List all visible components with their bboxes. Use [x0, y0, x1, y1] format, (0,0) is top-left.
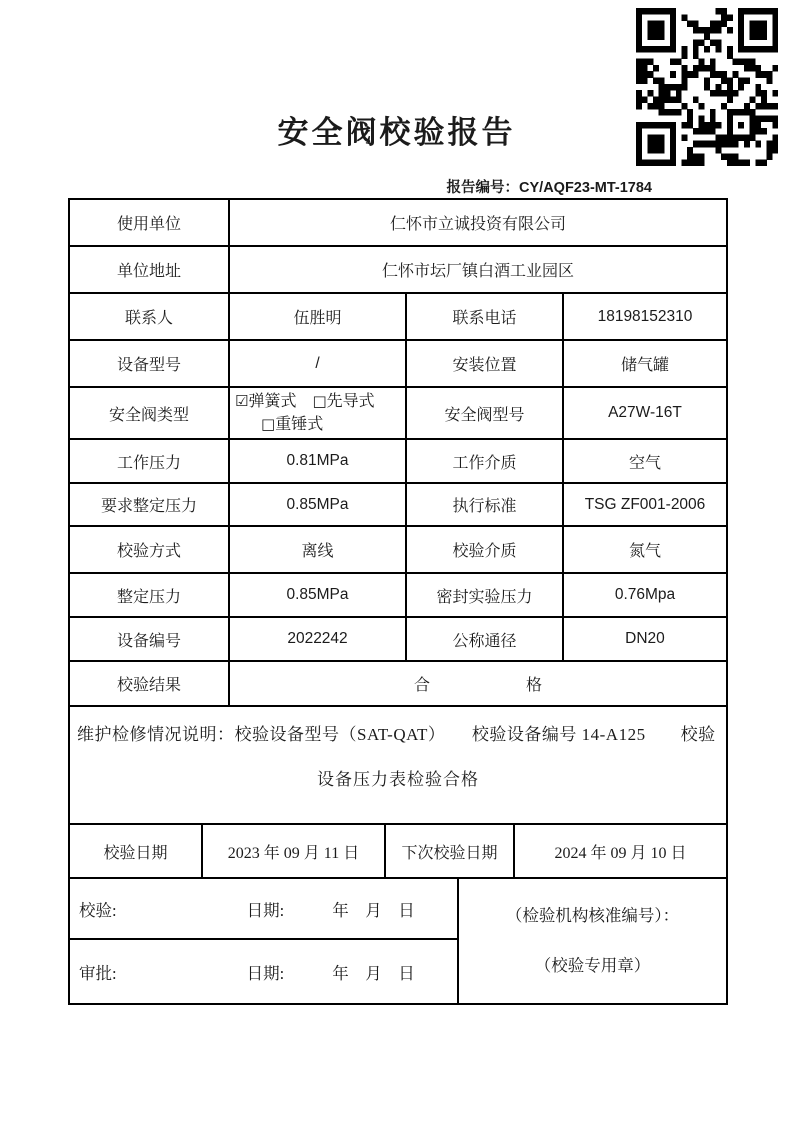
agency-approval-no: （检验机构核准编号）： [505, 906, 680, 925]
report-number-label: 报告编号： [446, 180, 520, 196]
valve-option-weight: 重锤式 [275, 416, 324, 433]
install-location-value: 储气罐 [563, 340, 727, 387]
info-table [68, 198, 728, 825]
page-title: 安全阀校验报告 [277, 115, 516, 150]
device-model-value: / [229, 340, 406, 387]
checkbox-checked-icon: ☑ [235, 392, 249, 410]
calibration-stamp: （校验专用章） [534, 956, 651, 975]
user-unit-label: 使用单位 [69, 199, 229, 246]
verifier-line [70, 897, 457, 921]
working-medium-label: 工作介质 [406, 439, 563, 483]
calibration-medium-value: 氮气 [563, 526, 727, 573]
approver-label: 审批: [79, 963, 117, 983]
table-row [69, 293, 727, 340]
signatures-table [68, 877, 728, 1005]
approver-ymd: 年 月 日 [332, 963, 415, 983]
approver-signature-cell [69, 939, 458, 1004]
device-no-value: 2022242 [229, 617, 406, 661]
calibration-date-value: 2023 年 09 月 11 日 [202, 824, 385, 878]
qr-code-icon [636, 8, 778, 166]
maintenance-line1: 维护检修情况说明：校验设备型号（SAT-QAT） 校验设备编号 14-A125 校验 [77, 725, 716, 744]
standard-value: TSG ZF001-2006 [563, 483, 727, 526]
contact-value: 伍胜明 [229, 293, 406, 340]
user-unit-value: 仁怀市立诚投资有限公司 [229, 199, 727, 246]
valve-type-options [229, 387, 406, 439]
seal-test-pressure-value: 0.76Mpa [563, 573, 727, 617]
table-row [69, 483, 727, 526]
approver-date-label: 日期: [246, 963, 285, 983]
seal-test-pressure-label: 密封实验压力 [406, 573, 563, 617]
valve-type-label: 安全阀类型 [69, 387, 229, 439]
calibration-method-label: 校验方式 [69, 526, 229, 573]
checkbox-unchecked-icon: □ [312, 392, 327, 410]
table-row [69, 617, 727, 661]
device-model-label: 设备型号 [69, 340, 229, 387]
phone-label: 联系电话 [406, 293, 563, 340]
next-date-value: 2024 年 09 月 10 日 [514, 824, 727, 878]
valve-model-label: 安全阀型号 [406, 387, 563, 439]
verifier-ymd: 年 月 日 [332, 900, 415, 920]
required-set-pressure-label: 要求整定压力 [69, 483, 229, 526]
maintenance-line2: 设备压力表检验合格 [317, 770, 479, 789]
table-row [69, 246, 727, 293]
approver-line [70, 960, 457, 984]
working-medium-value: 空气 [563, 439, 727, 483]
result-value: 合 格 [229, 661, 727, 706]
unit-address-label: 单位地址 [69, 246, 229, 293]
table-row [69, 526, 727, 573]
calibration-date-label: 校验日期 [69, 824, 202, 878]
verifier-date-label: 日期: [246, 900, 285, 920]
table-row [69, 661, 727, 706]
table-row [69, 878, 727, 939]
table-row [69, 439, 727, 483]
standard-label: 执行标准 [406, 483, 563, 526]
table-row [69, 199, 727, 246]
valve-option-pilot: 先导式 [326, 393, 375, 410]
maintenance-note [69, 706, 727, 824]
next-date-label: 下次校验日期 [385, 824, 514, 878]
calibration-medium-label: 校验介质 [406, 526, 563, 573]
set-pressure-label: 整定压力 [69, 573, 229, 617]
dates-table [68, 823, 728, 879]
nominal-diameter-value: DN20 [563, 617, 727, 661]
valve-type-line1 [235, 390, 403, 413]
result-label: 校验结果 [69, 661, 229, 706]
table-row [69, 340, 727, 387]
valve-option-spring: 弹簧式 [248, 393, 297, 410]
agency-stamp-cell [458, 878, 727, 1004]
unit-address-value: 仁怀市坛厂镇白酒工业园区 [229, 246, 727, 293]
working-pressure-value: 0.81MPa [229, 439, 406, 483]
valve-model-value: A27W-16T [563, 387, 727, 439]
table-row [69, 824, 727, 878]
nominal-diameter-label: 公称通径 [406, 617, 563, 661]
required-set-pressure-value: 0.85MPa [229, 483, 406, 526]
device-no-label: 设备编号 [69, 617, 229, 661]
install-location-label: 安装位置 [406, 340, 563, 387]
report-number-value: CY/AQF23-MT-1784 [519, 180, 652, 196]
verifier-signature-cell [69, 878, 458, 939]
agency-stamp-inner [459, 905, 726, 977]
calibration-method-value: 离线 [229, 526, 406, 573]
report-number-line [0, 178, 793, 198]
contact-label: 联系人 [69, 293, 229, 340]
set-pressure-value: 0.85MPa [229, 573, 406, 617]
working-pressure-label: 工作压力 [69, 439, 229, 483]
table-row [69, 387, 727, 439]
verifier-label: 校验: [79, 900, 117, 920]
checkbox-unchecked-icon: □ [261, 415, 276, 433]
table-row [69, 573, 727, 617]
valve-type-line2 [261, 413, 403, 436]
table-row [69, 706, 727, 824]
phone-value: 18198152310 [563, 293, 727, 340]
